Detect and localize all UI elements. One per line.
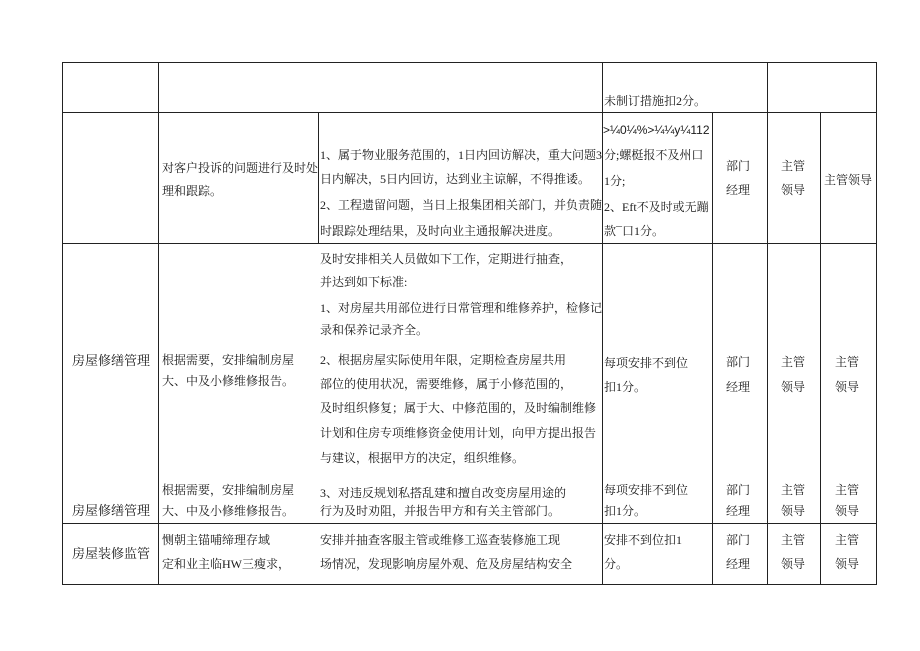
- standard-text: 及时安排相关人员做如下工作，定期进行抽查，: [320, 252, 573, 266]
- category-text: 房屋修缮管理: [72, 503, 151, 518]
- leader-text: 领导: [835, 380, 860, 394]
- leader-text: 主管领导: [824, 173, 873, 187]
- content-text: 大、中及小修维修报告。: [162, 504, 295, 518]
- standard-text: 安排并抽查客服主管或维修工巡查装修施工现: [320, 533, 561, 547]
- dept-text: 经理: [726, 380, 751, 394]
- supervisor-text: 领导: [781, 380, 806, 394]
- standard-text: 场情况，发现影响房屋外观、危及房屋结构安全: [320, 557, 573, 571]
- content-text: 根据需要，安排编制房屋: [162, 483, 295, 497]
- standard-text: 3、对违反规划私搭乱建和擅自改变房屋用途的: [320, 486, 567, 500]
- content-text: 根据需要，安排编制房屋: [162, 353, 295, 367]
- dept-text: 部门: [726, 355, 751, 369]
- supervisor-text: 领导: [781, 504, 806, 518]
- penalty-text: 1分;: [604, 174, 626, 188]
- leader-text: 主管: [835, 533, 860, 547]
- standard-text: 计划和住房专项维修资金使用计划，向甲方提出报告: [320, 426, 597, 440]
- standard-text: 并达到如下标准:: [320, 275, 408, 289]
- category-text: 房屋修缮管理: [72, 353, 151, 368]
- standard-text: 日内解决，5日内回访，达到业主谅解，不得推诿。: [320, 172, 591, 186]
- standard-text: 录和保养记录齐全。: [320, 323, 429, 337]
- penalty-text: 安排不到位扣1: [604, 533, 683, 547]
- leader-text: 主管: [835, 483, 860, 497]
- supervisor-text: 主管: [781, 355, 806, 369]
- standard-text: 及时组织修复；属于大、中修范围的，及时编制维修: [320, 401, 597, 415]
- content-text: 定和业主临HW三瘦求，: [162, 557, 290, 571]
- supervisor-text: 领导: [781, 557, 806, 571]
- leader-text: 领导: [835, 557, 860, 571]
- standard-text: 2、根据房屋实际使用年限，定期检查房屋共用: [320, 353, 567, 367]
- supervisor-text: 主管: [781, 483, 806, 497]
- standard-text: 1、对房屋共用部位进行日常管理和维修养护，检修记: [320, 301, 603, 315]
- content-text: 对客户投诉的问题进行及时处: [162, 161, 319, 175]
- leader-text: 领导: [835, 504, 860, 518]
- standard-text: 部位的使用状况，需要维修，属于小修范围的，: [320, 377, 573, 391]
- penalty-text: 分。: [604, 557, 629, 571]
- standard-text: 与建议，根据甲方的决定，组织维修。: [320, 451, 525, 465]
- dept-text: 部门: [726, 483, 751, 497]
- standard-text: 2、工程遗留问题，当日上报集团相关部门，并负责随: [320, 198, 603, 212]
- penalty-text: 扣1分。: [604, 380, 647, 394]
- supervisor-text: 主管: [781, 159, 806, 173]
- penalty-text: 款¯口1分。: [604, 224, 665, 238]
- penalty-text: 扣1分。: [604, 504, 647, 518]
- penalty-text: 每项安排不到位: [604, 356, 689, 370]
- penalty-text: 每项安排不到位: [604, 483, 689, 497]
- leader-text: 主管: [835, 355, 860, 369]
- dept-text: 经理: [726, 504, 751, 518]
- penalty-text: 未制订措施扣2分。: [604, 94, 707, 108]
- dept-text: 部门: [726, 159, 751, 173]
- dept-text: 部门: [726, 533, 751, 547]
- penalty-text: 分;螺梃报不及州口: [604, 148, 704, 162]
- penalty-text: >¼0¼%>¼¼y¼112: [603, 123, 710, 137]
- content-text: 恻朝主锚哺缔理存域: [162, 533, 271, 547]
- content-text: 大、中及小修维修报告。: [162, 374, 295, 388]
- standard-text: 1、属于物业服务范围的，1日内回访解决，重大问题3: [320, 148, 603, 162]
- category-text: 房屋装修监管: [72, 546, 151, 561]
- content-text: 理和跟踪。: [162, 184, 223, 198]
- penalty-text: 2、Eft不及时或无蹦: [604, 200, 709, 214]
- supervisor-text: 主管: [781, 533, 806, 547]
- dept-text: 经理: [726, 183, 751, 197]
- standard-text: 时跟踪处理结果，及时向业主通报解决进度。: [320, 224, 561, 238]
- dept-text: 经理: [726, 557, 751, 571]
- supervisor-text: 领导: [781, 183, 806, 197]
- standard-text: 行为及时劝阻，并报告甲方和有关主管部门。: [320, 504, 561, 518]
